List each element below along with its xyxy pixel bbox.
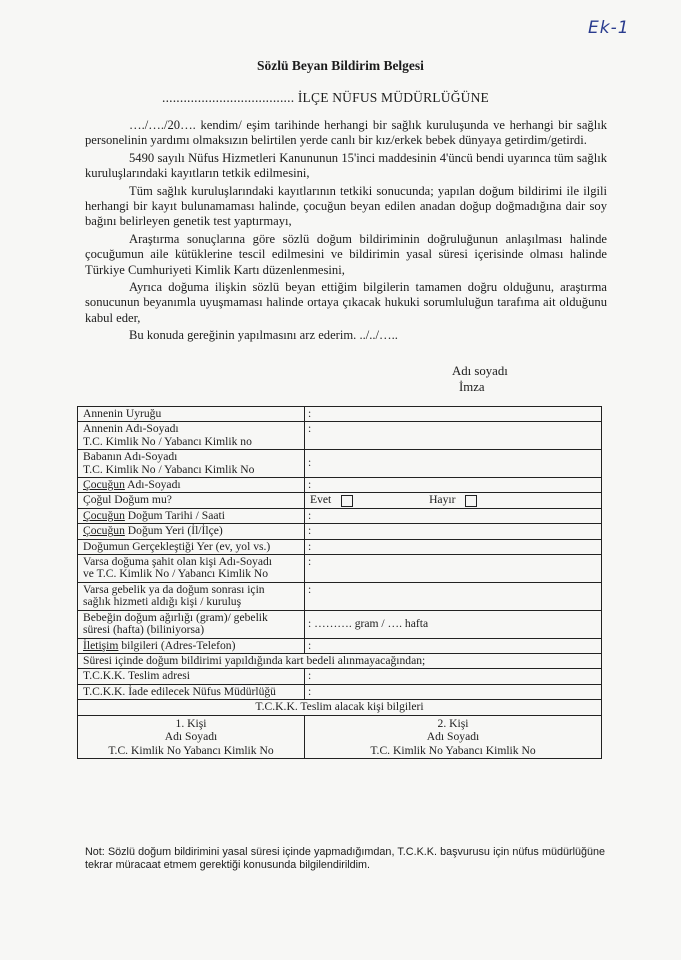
multiple-birth-label: Çoğul Doğum mu? [78,493,305,508]
table-row [78,422,602,450]
addressee-line: ..................................... İLÇE NÜFUS MÜDÜRLÜĞÜNE [162,90,490,105]
health-service-label: Varsa gebelik ya da doğum sonrası için sağlık hizmeti aldığı kişi / kuruluş [78,582,305,610]
birth-location-label: Doğumun Gerçekleştiği Yer (ev, yol vs.) [78,539,305,554]
signature-sign-label: İmza [459,380,485,394]
yes-option-label: Evet [310,493,332,507]
witness-field[interactable]: : [305,555,602,583]
paragraph-birth-statement: …./…./20…. kendim/ eşim tarihinde herhangi bir sağlık kuruluşunda ve herhangi bir sağlık personelinin yardımı olmaksızın belirtilen yerde canlı bir kız/erkek bebek dünyaya getirdim/getirdi. [85,118,607,148]
table-row [78,407,602,422]
child-name-field[interactable]: : [305,478,602,493]
mother-nationality-field[interactable]: : [305,407,602,422]
card-delivery-address-field[interactable]: : [305,669,602,684]
table-row [78,715,602,759]
mother-name-field[interactable]: : [305,422,602,450]
card-return-office-field[interactable]: : [305,684,602,699]
contact-info-field[interactable]: : [305,638,602,653]
table-row [78,653,602,668]
birth-weight-field[interactable]: : ………. gram / …. hafta [305,610,602,638]
mother-nationality-label: Annenin Uyruğu [78,407,305,422]
contact-info-label: İletişim bilgileri (Adres-Telefon) [78,638,305,653]
recipient-1-field[interactable]: 1. Kişi Adı Soyadı T.C. Kimlik No Yabancı Kimlik No [78,715,305,759]
birth-info-table [77,406,602,759]
signature-name-label: Adı soyadı [452,364,508,378]
table-row [78,610,602,638]
table-row [78,508,602,523]
statement-body [85,118,607,346]
mother-name-label: Annenin Adı-Soyadı T.C. Kimlik No / Yabancı Kimlik no [78,422,305,450]
table-row [78,555,602,583]
table-row [78,684,602,699]
table-row [78,493,602,508]
birth-place-field[interactable]: : [305,524,602,539]
no-option-label: Hayır [429,493,456,507]
birth-date-field[interactable]: : [305,508,602,523]
witness-label: Varsa doğuma şahit olan kişi Adı-Soyadı ve T.C. Kimlik No / Yabancı Kimlik No [78,555,305,583]
card-recipient-header: T.C.K.K. Teslim alacak kişi bilgileri [78,700,602,715]
card-delivery-address-label: T.C.K.K. Teslim adresi [78,669,305,684]
table-row [78,582,602,610]
birth-weight-label: Bebeğin doğum ağırlığı (gram)/ gebelik süresi (hafta) (biliniyorsa) [78,610,305,638]
birth-date-label: Çocuğun Doğum Tarihi / Saati [78,508,305,523]
health-service-field[interactable]: : [305,582,602,610]
paragraph-law-reference: 5490 sayılı Nüfus Hizmetleri Kanununun 15'inci maddesinin 4'üncü bendi uyarınca tüm sağlık kuruluşlarındaki kayıtların tetkik edilmesini, [85,150,607,181]
table-row [78,524,602,539]
father-name-field[interactable]: : [305,450,602,478]
birth-location-field[interactable]: : [305,539,602,554]
footer-note: Not: Sözlü doğum bildirimini yasal süresi içinde yapmadığımdan, T.C.K.K. başvurusu için nüfus müdürlüğüne tekrar müracaat etmem gerektiği konusunda bilgilendirildim. [85,846,605,872]
paragraph-genetic-test: Tüm sağlık kuruluşlarındaki kayıtlarının tetkiki sonucunda; yapılan doğum bildirimi ile ilgili herhangi bir kayıt bulunamaması halinde, çocuğun beyan edilen anadan doğup doğmadığına dair soy bağını belirleyen genetik test yaptırmayı, [85,183,607,229]
table-row [78,450,602,478]
card-return-office-label: T.C.K.K. İade edilecek Nüfus Müdürlüğü [78,684,305,699]
child-name-label: Çocuğun Adı-Soyadı [78,478,305,493]
multiple-birth-options [305,493,602,508]
paragraph-request: Bu konuda gereğinin yapılmasını arz ederim. ../../….. [129,328,398,343]
annex-mark: Ek-1 [588,18,630,38]
document-title: Sözlü Beyan Bildirim Belgesi [257,58,424,73]
paragraph-liability: Ayrıca doğuma ilişkin sözlü beyan ettiğim bilgilerin tamamen doğru olduğunu, araştırma sonucunun beyanımla uyuşmaması halinde ortaya çıkacak hukuki sorumluluğun tarafıma ait olduğunu kabul eder, [85,280,607,325]
table-row [78,700,602,715]
table-row [78,539,602,554]
table-row [78,669,602,684]
father-name-label: Babanın Adı-Soyadı T.C. Kimlik No / Yabancı Kimlik No [78,450,305,478]
no-checkbox[interactable] [465,495,477,507]
yes-checkbox[interactable] [341,495,353,507]
recipient-2-field[interactable]: 2. Kişi Adı Soyadı T.C. Kimlik No Yabancı Kimlik No [305,715,602,759]
card-fee-notice: Süresi içinde doğum bildirimi yapıldığında kart bedeli alınmayacağından; [78,653,602,668]
birth-place-label: Çocuğun Doğum Yeri (İl/İlçe) [78,524,305,539]
table-row [78,638,602,653]
paragraph-registration: Araştırma sonuçlarına göre sözlü doğum bildiriminin doğruluğunun anlaşılması halinde çocuğumun aile kütüklerine tescil edilmesini ve bildirimin yasal süresi içerisinde olması halinde Türkiye Cumhuriyeti Kimlik Kartı düzenlenmesini, [85,231,607,277]
table-row [78,478,602,493]
